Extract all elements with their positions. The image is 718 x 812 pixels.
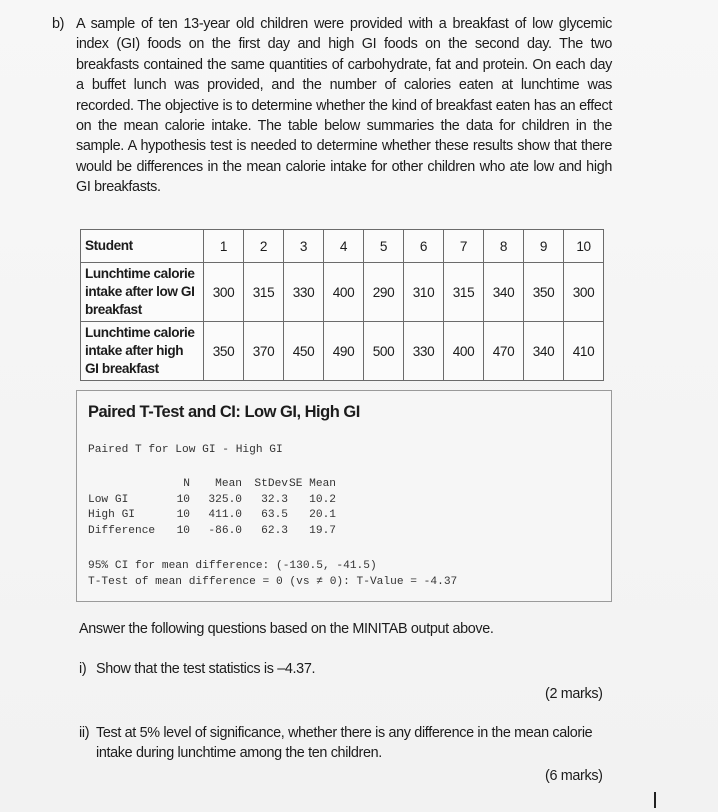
- stats-row: [88, 524, 336, 540]
- table-cell: 315: [444, 263, 484, 322]
- stats-header-label: [88, 477, 166, 493]
- stats-stdev: 63.5: [261, 509, 288, 521]
- calorie-data-table: [80, 229, 604, 381]
- table-row: [81, 322, 604, 381]
- table-cell: 400: [444, 322, 484, 381]
- stats-se: 10.2: [309, 493, 336, 506]
- stats-row: [88, 508, 336, 524]
- table-cell: 340: [484, 263, 524, 322]
- low-gi-row-label: Lunchtime calorie intake after low GI breakfast: [81, 263, 204, 322]
- stats-label: High GI: [88, 509, 135, 521]
- stats-header-stdev: StDev: [254, 478, 288, 490]
- table-cell: 310: [404, 263, 444, 322]
- student-number: 3: [284, 230, 324, 263]
- stats-header-mean: Mean: [215, 478, 242, 490]
- table-cell: 350: [204, 322, 244, 381]
- stats-header-row: [88, 477, 336, 493]
- part-i-text: Show that the test statistics is –4.37.: [96, 661, 316, 677]
- stats-n: 10: [176, 493, 190, 506]
- question-b: [52, 14, 612, 198]
- stats-header-se: SE Mean: [289, 478, 336, 490]
- student-number: 2: [244, 230, 284, 263]
- stats-n: 10: [176, 524, 190, 537]
- table-cell: 410: [564, 322, 604, 381]
- ci-line: 95% CI for mean difference: (-130.5, -41.5): [88, 560, 377, 572]
- part-i-marks: (2 marks): [545, 686, 603, 702]
- stats-mean: 325.0: [208, 493, 242, 506]
- part-ii-text: Test at 5% level of significance, whether there is any difference in the mean calorie intake during lunchtime among the ten children.: [96, 725, 593, 761]
- student-number: 1: [204, 230, 244, 263]
- part-ii-marks: (6 marks): [545, 768, 603, 784]
- question-label: b): [52, 16, 65, 32]
- student-number: 10: [564, 230, 604, 263]
- student-number: 8: [484, 230, 524, 263]
- high-gi-row-label: Lunchtime calorie intake after high GI breakfast: [81, 322, 204, 381]
- minitab-output: [76, 390, 612, 602]
- table-cell: 490: [324, 322, 364, 381]
- stats-mean: 411.0: [208, 509, 242, 521]
- table-cell: 300: [564, 263, 604, 322]
- table-cell: 315: [244, 263, 284, 322]
- table-cell: 300: [204, 263, 244, 322]
- table-cell: 330: [284, 263, 324, 322]
- stats-label: Low GI: [88, 493, 129, 506]
- student-number: 6: [404, 230, 444, 263]
- stats-se: 20.1: [309, 509, 336, 521]
- table-cell: 340: [524, 322, 564, 381]
- stats-mean: -86.0: [208, 524, 242, 537]
- stats-row: [88, 493, 336, 509]
- part-i-label: i): [79, 661, 87, 677]
- question-text: A sample of ten 13-year old children were provided with a breakfast of low glycemic index (GI) foods on the first day and high GI foods on the second day. The two breakfasts contained the same quantities of carbohydrate, fat and protein. On each day a buffet lunch was provided, and the number of calories eaten at lunchtime was recorded. The objective is to determine whether the kind of breakfast eaten has an effect on the mean calorie intake. The table below summaries the data for children in the sample. A hypothesis test is needed to determine whether these results show that there would be differences in the mean calorie intake for other children who ate low and high GI breakfasts.: [76, 16, 612, 196]
- stats-header-n: N: [183, 478, 190, 490]
- table-cell: 370: [244, 322, 284, 381]
- student-number: 7: [444, 230, 484, 263]
- stats-stdev: 32.3: [261, 493, 288, 506]
- stats-se: 19.7: [309, 524, 336, 537]
- stats-n: 10: [176, 509, 190, 521]
- table-cell: 470: [484, 322, 524, 381]
- instruction-text: Answer the following questions based on the MINITAB output above.: [79, 621, 494, 637]
- stats-label: Difference: [88, 524, 156, 537]
- table-cell: 400: [324, 263, 364, 322]
- text-cursor: [654, 792, 656, 808]
- table-header-row: [81, 230, 604, 263]
- minitab-title: Paired T-Test and CI: Low GI, High GI: [88, 403, 360, 421]
- minitab-subtitle: Paired T for Low GI - High GI: [88, 444, 283, 456]
- minitab-stats-table: [88, 477, 336, 539]
- student-number: 5: [364, 230, 404, 263]
- table-cell: 500: [364, 322, 404, 381]
- part-ii-label: ii): [79, 725, 90, 741]
- ttest-line: T-Test of mean difference = 0 (vs ≠ 0): T-Value = -4.37: [88, 576, 458, 588]
- table-cell: 450: [284, 322, 324, 381]
- table-cell: 290: [364, 263, 404, 322]
- table-cell: 330: [404, 322, 444, 381]
- table-row: [81, 263, 604, 322]
- student-number: 4: [324, 230, 364, 263]
- table-cell: 350: [524, 263, 564, 322]
- student-number: 9: [524, 230, 564, 263]
- student-header: Student: [81, 230, 204, 263]
- stats-stdev: 62.3: [261, 524, 288, 537]
